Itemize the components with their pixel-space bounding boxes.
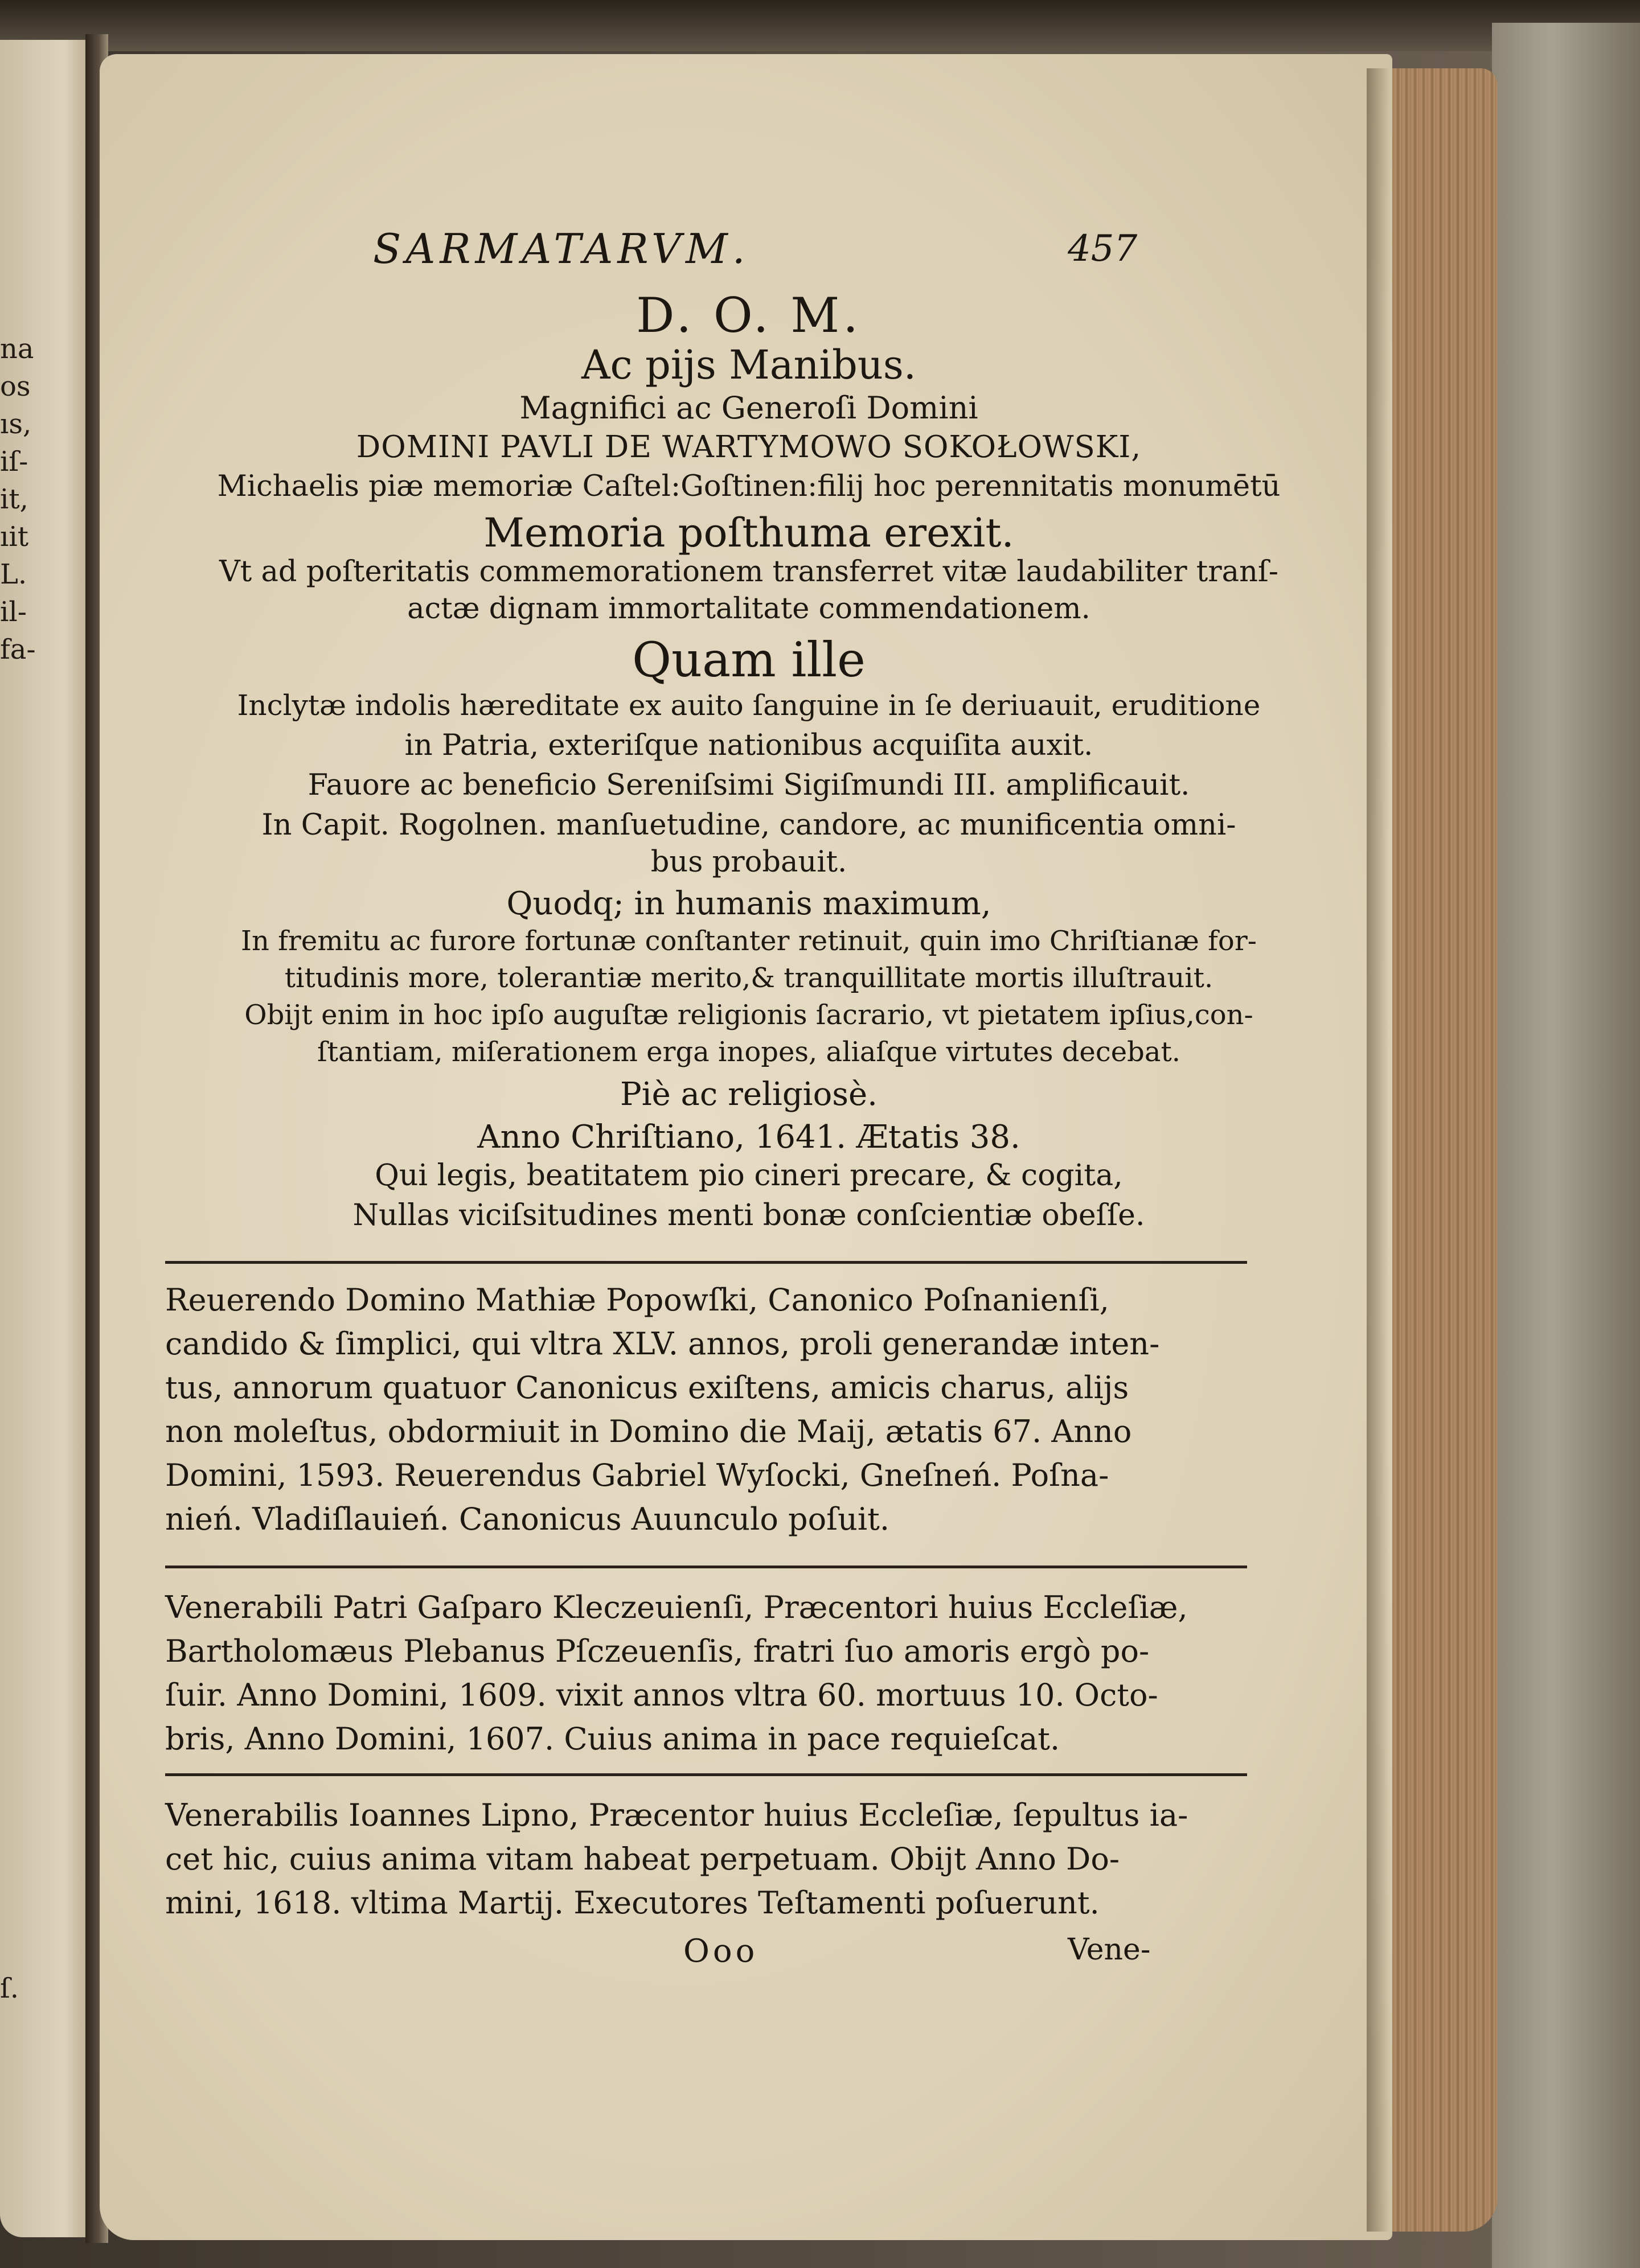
left-fragment: os (0, 371, 31, 402)
book-cover-right (1492, 23, 1640, 2268)
inscription-line: Qui legis, beatitatem pio cineri precare, & cogita, (375, 1158, 1123, 1193)
left-fragment: it, (0, 483, 28, 515)
epitaph-line: nień. Vladiſlauień. Canonicus Auunculo poſuit. (165, 1501, 890, 1537)
inscription-heading: Ac pijs Manibus. (581, 342, 917, 388)
inscription-line: in Patria, exteriſque nationibus acquiſita auxit. (404, 729, 1093, 762)
epitaph-line: candido & ſimplici, qui vltra XLV. annos, proli generandæ inten- (165, 1326, 1160, 1362)
inscription-name: DOMINI PAVLI DE WARTYMOWO SOKOŁOWSKI, (356, 430, 1142, 465)
inscription-line: actæ dignam immortalitate commendationem. (407, 592, 1090, 626)
epitaph-line: Reuerendo Domino Mathiæ Popowſki, Canonico Poſnanienſi, (165, 1282, 1109, 1318)
inscription-line: Quodq; in humanis maximum, (506, 885, 991, 922)
separator-rule (165, 1566, 1247, 1568)
epitaph-line: cet hic, cuius anima vitam habeat perpetuam. Obijt Anno Do- (165, 1841, 1120, 1877)
epitaph-lipno (165, 1793, 1247, 1925)
inscription-line: bus probauit. (650, 845, 847, 879)
epitaph-popowski (165, 1278, 1247, 1541)
page-edge-shadow (1367, 68, 1389, 2232)
epitaph-line: tus, annorum quatuor Canonicus exiſtens, amicis charus, alijs (165, 1370, 1129, 1406)
epitaph-line: Domini, 1593. Reuerendus Gabriel Wyſocki, Gneſneń. Poſna- (165, 1457, 1109, 1493)
inscription-line: Nullas viciſsitudines menti bonæ conſcientiæ obeſſe. (352, 1198, 1145, 1232)
left-fragment: ſ. (0, 1973, 19, 2004)
inscription-line: ſtantiam, miſerationem erga inopes, aliaſque virtutes decebat. (317, 1036, 1181, 1068)
inscription-line: Obijt enim in hoc ipſo auguſtæ religionis ſacrario, vt pietatem ipſius,con- (244, 999, 1253, 1031)
epitaph-kleczeuiensi (165, 1585, 1247, 1761)
epitaph-line: Bartholomæus Plebanus Pſczeuenſis, fratri ſuo amoris ergò po- (165, 1633, 1150, 1669)
inscription-date: Anno Chriſtiano, 1641. Ætatis 38. (477, 1119, 1020, 1156)
inscription-line: titudinis more, tolerantiæ merito,& tranquillitate mortis illuſtrauit. (284, 962, 1213, 994)
left-fragment: na (0, 333, 34, 365)
epitaph-line: mini, 1618. vltima Martij. Executores Teſtamenti poſuerunt. (165, 1885, 1100, 1921)
inscription-line: Inclytæ indolis hæreditate ex auito ſanguine in ſe deriuauit, eruditione (237, 689, 1261, 722)
left-fragment: il- (0, 596, 27, 628)
inscription-line: In fremitu ac furore fortunæ conſtanter retinuit, quin imo Chriſtianæ for- (241, 925, 1257, 957)
inscription-heading: Quam ille (632, 632, 866, 688)
inscription-line: Piè ac religiosè. (620, 1076, 878, 1113)
epitaph-line: Venerabili Patri Gaſparo Kleczeuienſi, Præcentori huius Eccleſiæ, (165, 1589, 1188, 1625)
previous-page-sliver (0, 40, 91, 2237)
inscription-line: In Capit. Rogolnen. manſuetudine, candore, ac munificentia omni- (261, 808, 1236, 842)
epitaph-line: ſuir. Anno Domini, 1609. vixit annos vltra 60. mortuus 10. Octo- (165, 1677, 1158, 1713)
book-top-edge (0, 0, 1640, 51)
book-page (100, 54, 1392, 2240)
separator-rule (165, 1261, 1247, 1264)
left-fragment: ıit (0, 521, 28, 553)
left-fragment: ıs, (0, 408, 32, 440)
inscription-line: Michaelis piæ memoriæ Caſtel:Goſtinen:filij hoc perennitatis monumētū (217, 470, 1281, 503)
inscription-line: Vt ad poſteritatis commemorationem transferret vitæ laudabiliter tranſ- (219, 555, 1279, 589)
catchword: Vene- (1068, 1933, 1151, 1967)
left-fragment: fa- (0, 634, 36, 665)
running-title: SARMATARVM. (373, 225, 750, 273)
signature-mark: Ooo (683, 1933, 758, 1970)
inscription-line: Fauore ac beneficio Sereniſsimi Sigiſmundi III. amplificauit. (308, 769, 1190, 802)
page-number: 457 (1068, 228, 1138, 270)
left-fragment: L. (0, 558, 27, 590)
separator-rule (165, 1773, 1247, 1776)
epitaph-line: non moleſtus, obdormiuit in Domino die Maij, ætatis 67. Anno (165, 1414, 1132, 1449)
inscription-dom: D. O. M. (636, 287, 862, 343)
inscription-heading: Memoria poſthuma erexit. (483, 510, 1014, 556)
left-fragment: iſ- (0, 446, 28, 478)
epitaph-line: bris, Anno Domini, 1607. Cuius anima in pace requieſcat. (165, 1721, 1060, 1757)
inscription-line: Magnifici ac Generoſi Domini (519, 390, 978, 426)
epitaph-line: Venerabilis Ioannes Lipno, Præcentor huius Eccleſiæ, ſepultus ia- (165, 1797, 1188, 1833)
